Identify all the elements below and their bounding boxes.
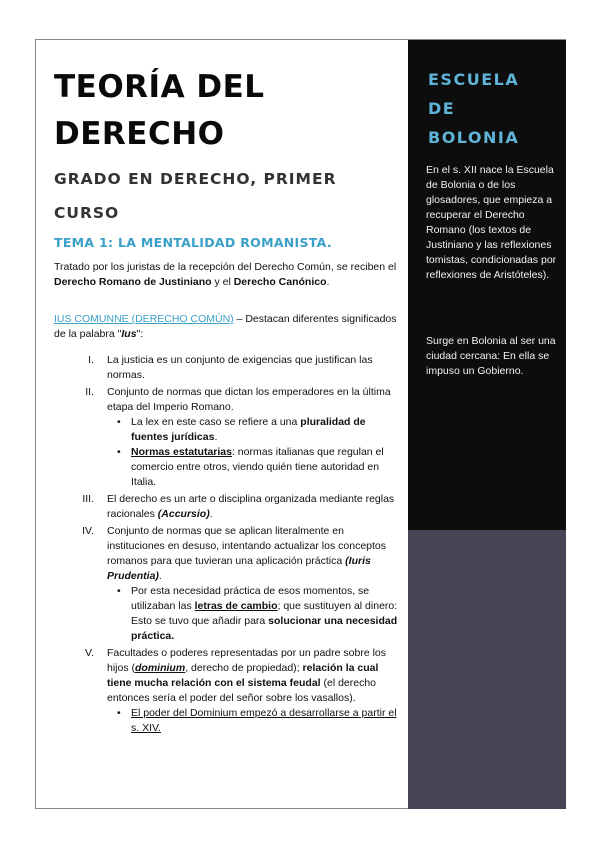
intro-paragraph <box>54 260 399 290</box>
list-item-number: II. <box>85 386 94 398</box>
list-item-emphasis: (Iuris Prudentia) <box>107 555 371 582</box>
title-line-2: DERECHO <box>54 116 225 152</box>
page-title <box>54 64 394 158</box>
sub-list-item <box>107 445 399 490</box>
sub-bold-underlined: Normas estatutarias <box>131 446 232 458</box>
intro-bold-2: Derecho Canónico <box>233 276 327 288</box>
list-item <box>74 385 399 490</box>
list-item <box>74 353 399 383</box>
sub-list <box>107 415 399 490</box>
intro-bold-1: Derecho Romano de Justiniano <box>54 276 212 288</box>
list-item-bold: relación la cual tiene mucha relación con el sistema feudal <box>107 662 379 689</box>
sidebar-panel <box>408 40 566 530</box>
list-item-number: IV. <box>82 525 94 537</box>
list-item-text: (el derecho entonces sería el poder del señor sobre los vasallos). <box>107 677 377 704</box>
sidebar-title-line-2: DE <box>428 99 456 118</box>
list-item-text: Conjunto de normas que dictan los emperadores en la última etapa del Imperio Romano. <box>107 386 391 413</box>
sub-list <box>107 706 399 736</box>
sidebar-paragraph-1: En el s. XII nace la Escuela de Bolonia o de los glosadores, que empieza a recuperar el Derecho Romano (los textos de Justiniano y las reflexiones tomistas, condicionadas por reflexiones de Aristóteles). <box>426 164 557 281</box>
sub-text: La lex en este caso se refiere a una <box>131 416 301 428</box>
sub-text: ; que sustituyen al dinero: Esto se tuvo que añadir para <box>131 600 398 627</box>
list-item-number: III. <box>82 493 94 505</box>
list-item-text: , derecho de propiedad); <box>185 662 303 674</box>
sub-text: Por esta necesidad práctica de esos momentos, se utilizaban las <box>131 585 370 612</box>
sub-bold: solucionar una necesidad práctica. <box>131 615 398 642</box>
intro-text-3: . <box>326 276 330 288</box>
list-item-text: . <box>209 508 213 520</box>
list-item-text: Conjunto de normas que se aplican literalmente en instituciones en desuso, intentando actualizar los conceptos romanos para que tuvieran una aplicación práctica <box>107 525 387 567</box>
ius-text-1: – Destacan diferentes significados de la palabra " <box>54 313 397 340</box>
list-item-text: Facultades o poderes representadas por un padre sobre los hijos ( <box>107 647 387 674</box>
list-item <box>74 646 399 736</box>
title-line-1: TEORÍA DEL <box>54 69 265 105</box>
list-item-text: La justicia es un conjunto de exigencias que justifican las normas. <box>107 354 373 381</box>
document-page <box>35 39 566 809</box>
list-item-number: V. <box>85 647 94 659</box>
intro-text-2: y el <box>211 276 234 288</box>
sidebar-title-line-3: BOLONIA <box>428 128 520 147</box>
meanings-list <box>74 353 399 738</box>
list-item <box>74 524 399 644</box>
ius-text-2: ": <box>136 328 144 340</box>
sub-bold: pluralidad de fuentes jurídicas <box>131 416 366 443</box>
sub-list-item <box>107 706 399 736</box>
sub-list <box>107 584 399 644</box>
list-item-text: El derecho es un arte o disciplina organizada mediante reglas racionales <box>107 493 395 520</box>
sub-text: : normas italianas que regulan el comercio entre otros, viendo quién tiene autoridad en Italia. <box>131 446 384 488</box>
sub-list-item <box>107 415 399 445</box>
sidebar-title-line-1: ESCUELA <box>428 70 520 89</box>
sidebar-footer-block <box>408 530 566 809</box>
sub-bold-underlined: letras de cambio <box>194 600 278 612</box>
list-item-emphasis: (Accursio) <box>157 508 210 520</box>
subtitle-line-2: CURSO <box>54 204 120 222</box>
list-item-number: I. <box>88 354 94 366</box>
intro-text-1: Tratado por los juristas de la recepción del Derecho Común, se reciben el <box>54 261 397 273</box>
page-subtitle <box>54 162 394 230</box>
subtitle-line-1: GRADO EN DERECHO, PRIMER <box>54 170 337 188</box>
list-item-emphasis: dominium <box>135 662 186 674</box>
main-column <box>36 40 408 808</box>
sub-list-item <box>107 584 399 644</box>
sidebar-title <box>428 65 558 152</box>
sub-text-underlined: El poder del Dominium empezó a desarrollarse a partir el s. XIV. <box>131 707 397 734</box>
ius-term-link[interactable]: IUS COMUNNE (DERECHO COMÚN) <box>54 313 234 325</box>
sidebar-paragraph-2: Surge en Bolonia al ser una ciudad cercana: En ella se impuso un Gobierno. <box>426 335 556 377</box>
ius-paragraph <box>54 312 399 342</box>
list-item-text: . <box>158 570 162 582</box>
sub-text: . <box>214 431 218 443</box>
section-heading: TEMA 1: LA MENTALIDAD ROMANISTA. <box>54 235 332 250</box>
ius-word: Ius <box>121 328 137 340</box>
list-item <box>74 492 399 522</box>
